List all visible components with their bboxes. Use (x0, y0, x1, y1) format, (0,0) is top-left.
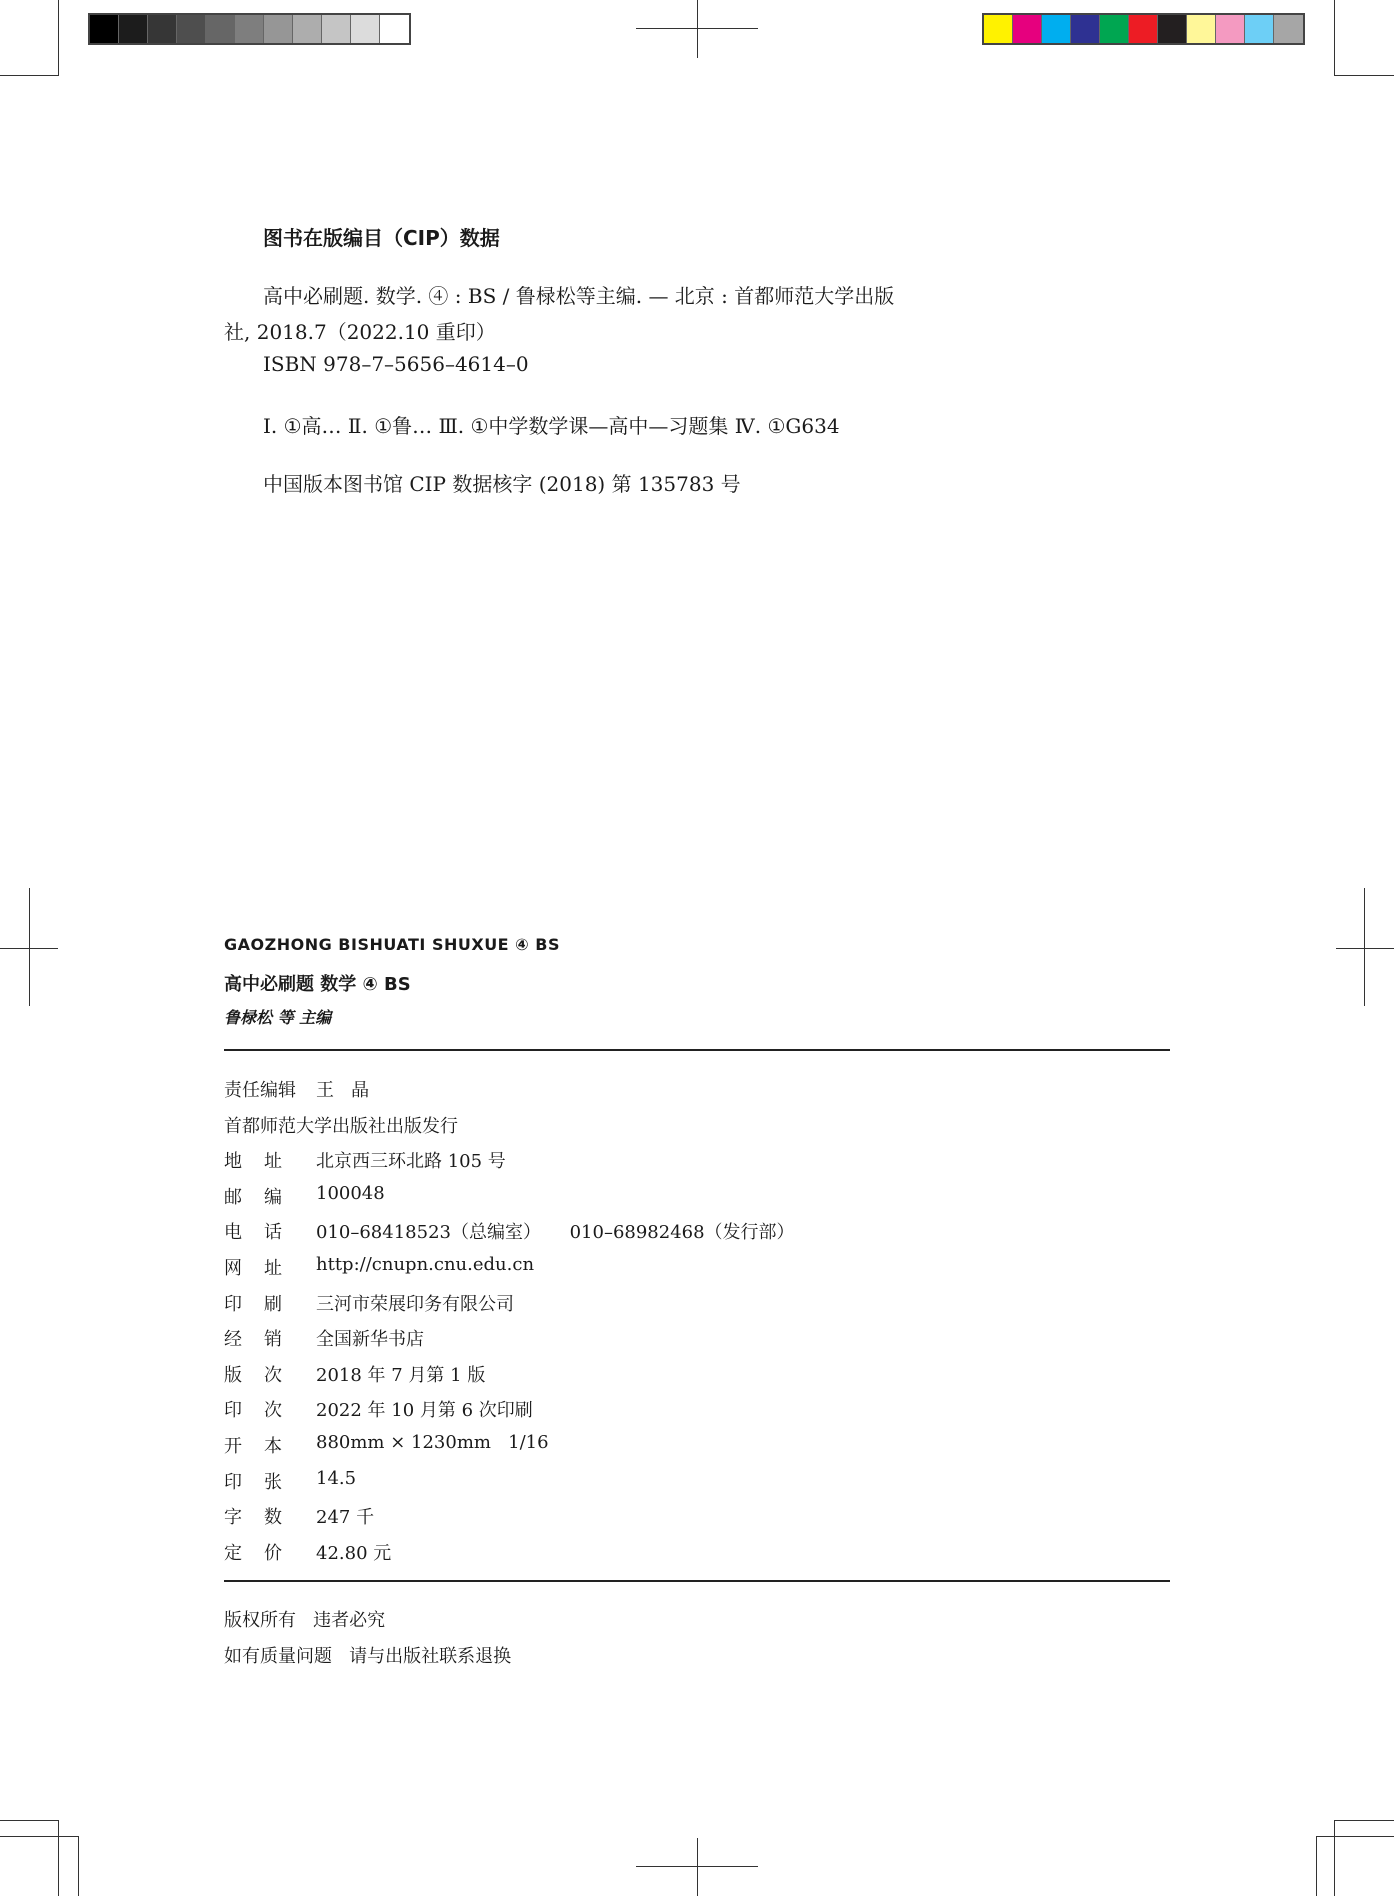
colophon-value: 三河市荣展印务有限公司 (316, 1294, 514, 1315)
colophon-value: 100048 (316, 1183, 385, 1204)
quality-notice: 如有质量问题 请与出版社联系退换 (224, 1646, 512, 1667)
divider-bottom (224, 1580, 1170, 1582)
colophon-label-char-1: 定 (224, 1543, 242, 1564)
colophon-label-char-1: 印 (224, 1472, 242, 1493)
gray-swatch (148, 15, 177, 43)
color-swatch (1071, 15, 1100, 43)
color-swatch (1129, 15, 1158, 43)
color-swatch (1042, 15, 1071, 43)
colophon-label: 首都师范大学出版社出版发行 (224, 1116, 458, 1137)
colophon-label-char-1: 开 (224, 1436, 242, 1457)
gray-swatch (293, 15, 322, 43)
gray-swatch (322, 15, 351, 43)
colophon-value: 北京西三环北路 105 号 (316, 1151, 506, 1172)
color-calibration-bar (982, 13, 1305, 45)
cip-approval-number: 中国版本图书馆 CIP 数据核字 (2018) 第 135783 号 (263, 472, 741, 496)
colophon-label-char-2: 张 (264, 1472, 282, 1493)
colophon-value: http://cnupn.cnu.edu.cn (316, 1254, 535, 1275)
gray-swatch (206, 15, 235, 43)
colophon-row (224, 1290, 514, 1316)
colophon-label-char-2: 话 (264, 1222, 282, 1243)
color-swatch (984, 15, 1013, 43)
colophon-row (224, 1503, 374, 1529)
color-swatch (1274, 15, 1303, 43)
colophon-label-char-1: 印 (224, 1400, 242, 1421)
gray-swatch (380, 15, 409, 43)
colophon-label-char-2: 次 (264, 1400, 282, 1421)
colophon-value: 247 千 (316, 1507, 375, 1528)
colophon-label-char-2: 址 (264, 1151, 282, 1172)
colophon-row (224, 1183, 385, 1209)
colophon-row (224, 1076, 369, 1102)
gray-swatch (90, 15, 119, 43)
gray-swatch (119, 15, 148, 43)
divider-top (224, 1049, 1170, 1051)
book-editors: 鲁椂松 等 主编 (224, 1008, 332, 1027)
colophon-label-char-2: 价 (264, 1543, 282, 1564)
colophon-label-char-1: 邮 (224, 1187, 242, 1208)
book-pinyin-title: GAOZHONG BISHUATI SHUXUE ④ BS (224, 935, 561, 954)
color-swatch (1216, 15, 1245, 43)
colophon-label-char-1: 电 (224, 1222, 242, 1243)
color-swatch (1158, 15, 1187, 43)
colophon-label-char-1: 印 (224, 1294, 242, 1315)
colophon-value: 010–68418523（总编室） 010–68982468（发行部） (316, 1222, 795, 1243)
copyright-notice: 版权所有 违者必究 (224, 1610, 386, 1631)
colophon-value: 2018 年 7 月第 1 版 (316, 1365, 486, 1386)
colophon-value: 14.5 (316, 1468, 357, 1489)
colophon-label-char-1: 地 (224, 1151, 242, 1172)
colophon-row (224, 1432, 549, 1458)
grayscale-calibration-bar (88, 13, 411, 45)
colophon-label: 责任编辑 (224, 1080, 296, 1101)
colophon-value: 880mm × 1230mm 1/16 (316, 1432, 549, 1453)
colophon-label-char-1: 版 (224, 1365, 242, 1386)
cip-line-1: 高中必刷题. 数学. ④ : BS / 鲁椂松等主编. — 北京 : 首都师范大学出版 (263, 284, 895, 308)
gray-swatch (177, 15, 206, 43)
colophon-label-char-1: 字 (224, 1507, 242, 1528)
colophon-row (224, 1539, 391, 1565)
colophon-value: 全国新华书店 (316, 1329, 424, 1350)
cip-line-2: 社, 2018.7（2022.10 重印） (224, 320, 496, 344)
gray-swatch (351, 15, 380, 43)
gray-swatch (264, 15, 293, 43)
colophon-row (224, 1325, 424, 1351)
book-title: 高中必刷题 数学 ④ BS (224, 974, 411, 995)
colophon-value: 42.80 元 (316, 1543, 392, 1564)
colophon-label-char-2: 销 (264, 1329, 282, 1350)
colophon-label-char-2: 编 (264, 1187, 282, 1208)
gray-swatch (235, 15, 264, 43)
colophon-label-char-2: 次 (264, 1365, 282, 1386)
cip-classification: Ⅰ. ①高… Ⅱ. ①鲁… Ⅲ. ①中学数学课—高中—习题集 Ⅳ. ①G634 (263, 414, 840, 438)
colophon-label-char-2: 本 (264, 1436, 282, 1457)
colophon-label-char-2: 数 (264, 1507, 282, 1528)
colophon-label-char-1: 网 (224, 1258, 242, 1279)
colophon-row (224, 1396, 533, 1422)
cip-title: 图书在版编目（CIP）数据 (263, 226, 500, 250)
colophon-value: 王 晶 (316, 1080, 370, 1101)
colophon-row (224, 1361, 485, 1387)
color-swatch (1013, 15, 1042, 43)
colophon-label-char-2: 址 (264, 1258, 282, 1279)
colophon-row (224, 1254, 534, 1280)
colophon-row (224, 1468, 356, 1494)
colophon-row (224, 1147, 506, 1173)
colophon-row (224, 1112, 478, 1138)
color-swatch (1100, 15, 1129, 43)
colophon-label-char-2: 刷 (264, 1294, 282, 1315)
cip-isbn: ISBN 978–7–5656–4614–0 (263, 352, 529, 376)
color-swatch (1245, 15, 1274, 43)
colophon-label-char-1: 经 (224, 1329, 242, 1350)
color-swatch (1187, 15, 1216, 43)
colophon-row (224, 1218, 795, 1244)
colophon-value: 2022 年 10 月第 6 次印刷 (316, 1400, 533, 1421)
